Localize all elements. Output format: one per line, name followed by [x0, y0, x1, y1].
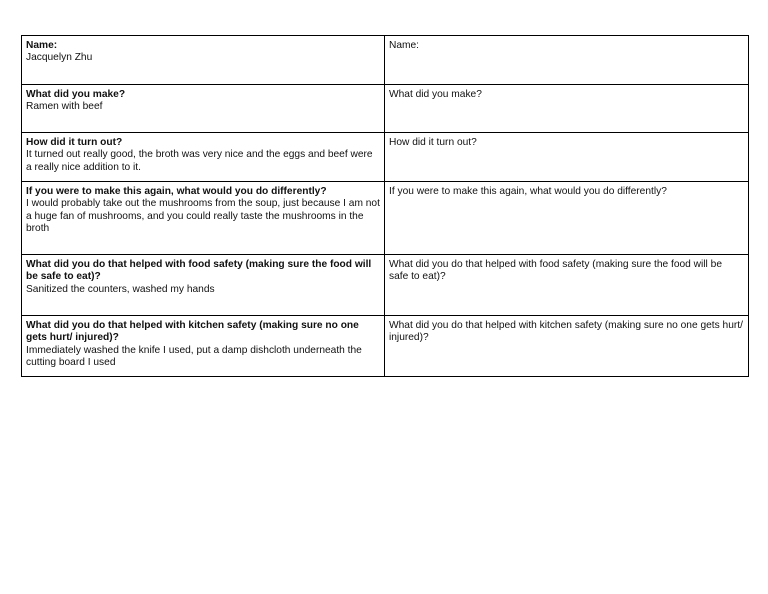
left-cell-differently: [22, 182, 385, 255]
question-label: What did you make?: [389, 89, 482, 100]
table-row-name: [22, 36, 749, 85]
right-cell-name: [385, 36, 749, 85]
right-cell-kitchen-safety: [385, 316, 749, 377]
table-row-kitchen-safety: [22, 316, 749, 377]
question-label: How did it turn out?: [389, 137, 477, 148]
question-label: What did you do that helped with food safety (making sure the food will be safe to eat)?: [389, 259, 722, 283]
answer-text: Jacquelyn Zhu: [26, 52, 93, 64]
left-cell-turn-out: [22, 133, 385, 182]
question-label: Name:: [26, 40, 58, 51]
right-cell-food-safety: [385, 255, 749, 316]
table-row-turn-out: [22, 133, 749, 182]
left-cell-name: [22, 36, 385, 85]
table-row-what-made: [22, 85, 749, 133]
right-cell-differently: [385, 182, 749, 255]
left-cell-kitchen-safety: [22, 316, 385, 377]
question-label: If you were to make this again, what would you do differently?: [26, 186, 327, 197]
right-cell-turn-out: [385, 133, 749, 182]
left-cell-what-made: [22, 85, 385, 133]
question-label: What did you do that helped with kitchen safety (making sure no one gets hurt/ injured)?: [26, 320, 359, 344]
left-cell-food-safety: [22, 255, 385, 316]
answer-text: I would probably take out the mushrooms from the soup, just because I am not a huge fan of mushrooms, and you could really taste the mushrooms in the broth: [26, 198, 380, 235]
document-page: [21, 35, 748, 377]
answer-text: Immediately washed the knife I used, put a damp dishcloth underneath the cutting board I used: [26, 344, 362, 369]
answer-text: It turned out really good, the broth was very nice and the eggs and beef were a really nice addition to it.: [26, 149, 373, 173]
right-cell-what-made: [385, 85, 749, 133]
answer-text: Ramen with beef: [26, 101, 103, 113]
table-row-differently: [22, 182, 749, 255]
food-lab-reflection-table: [21, 35, 749, 377]
question-label: What did you do that helped with kitchen safety (making sure no one gets hurt/ injured)?: [389, 320, 743, 344]
question-label: If you were to make this again, what would you do differently?: [389, 186, 667, 197]
answer-text: Sanitized the counters, washed my hands: [26, 283, 215, 295]
question-label: How did it turn out?: [26, 137, 123, 148]
table-row-food-safety: [22, 255, 749, 316]
question-label: What did you do that helped with food safety (making sure the food will be safe to eat)?: [26, 259, 372, 283]
question-label: Name:: [389, 40, 420, 51]
question-label: What did you make?: [26, 89, 126, 100]
